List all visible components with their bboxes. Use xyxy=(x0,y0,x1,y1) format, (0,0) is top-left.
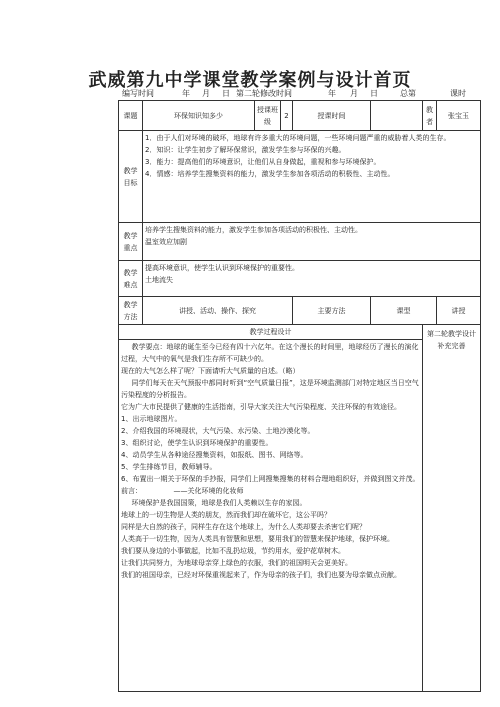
side-supplement-column xyxy=(423,325,481,692)
process-head: 教学过程设计 xyxy=(119,325,423,340)
class-label: 授课班级 xyxy=(255,101,281,131)
process-step: 5、学生排练节目，教师辅导。 xyxy=(121,463,217,471)
process-line: 现在的大气怎么样了呢？下面请听大气质量的自述。（略） xyxy=(121,367,300,375)
essay-title: 前言： ——关化环境的化妆师 xyxy=(121,487,244,495)
teacher-label: 教者 xyxy=(423,101,437,131)
topic-value: 环保知识知多少 xyxy=(143,101,255,131)
lesson-type-label: 课型 xyxy=(371,297,437,325)
goal-line: 4．情感：培养学生搜集资料的能力，激发学生参加各项活动的积极性、主动性。 xyxy=(145,170,395,178)
process-step: 4、动员学生从各种途径搜集资料，如报纸、图书、网络等。 xyxy=(121,451,308,459)
goal-line: 3．能力：提高他们的环境意识，让他们从自身做起，重视和参与环境保护。 xyxy=(145,158,381,166)
key-content xyxy=(143,223,481,261)
process-line: 它为广大市民提供了健康的生活指南，引导大家关注大气污染程度、关注环保的有效途径。 xyxy=(121,403,401,411)
essay-line: 我们的祖国母亲，已经对环保重视起来了，作为母亲的孩子们，我们也要为母亲做点贡献。 xyxy=(121,571,401,579)
topic-label: 课题 xyxy=(119,101,143,131)
month-label-2: 月 xyxy=(350,89,358,98)
page-title: 武威第九中学课堂教学案例与设计首页 xyxy=(88,70,412,91)
essay-line: 地球上的一切生物是人类的朋友，然而我们却在破坏它，这公平吗？ xyxy=(121,511,331,519)
goals-label: 教学目标 xyxy=(119,131,143,223)
difficulty-line: 提高环境意识，使学生认识到环境保护的重要性。 xyxy=(145,264,299,272)
main-method-label: 主要方法 xyxy=(293,297,371,325)
difficulty-content xyxy=(143,261,481,297)
year-label-1: 年 xyxy=(182,89,190,98)
essay-line: 环境保护是我国国策，地球是我们人类赖以生存的家园。 xyxy=(131,499,307,507)
teacher-value: 张宝玉 xyxy=(437,101,481,131)
goals-content xyxy=(143,131,481,223)
essay-line: 人类高于一切生物，因为人类具有智慧和思想，要用我们的智慧来保护地球，保护环境。 xyxy=(121,535,394,543)
day-label-1: 日 xyxy=(222,89,230,98)
method-label: 教学方法 xyxy=(119,297,143,325)
process-step: 1、出示地球图片。 xyxy=(121,415,182,423)
key-label: 教学重点 xyxy=(119,223,143,261)
lesson-plan-table xyxy=(118,100,481,692)
time-label: 授课时间 xyxy=(293,101,371,131)
process-head-row xyxy=(119,325,481,340)
essay-line: 同样是大自然的孩子，同样生存在这个地球上，为什么人类却要去杀害它们呢？ xyxy=(121,523,366,531)
class-value: 2 xyxy=(281,101,293,131)
key-row xyxy=(119,223,481,261)
method-row xyxy=(119,297,481,325)
key-line: 温室效应加剧 xyxy=(145,238,187,246)
time-value xyxy=(371,101,423,131)
key-line: 培养学生搜集资料的能力，激发学生参加各项活动的积极性、主动性。 xyxy=(145,226,362,234)
process-line: 同学们每天在天气预报中都同时听到“空气质量日报”，这是环境监测部门对特定地区当日空气污染程度的分析报告。 xyxy=(121,379,419,399)
year-label-2: 年 xyxy=(328,89,336,98)
process-step: 6、布置出一期关于环保的手抄报，同学们上网搜集搜集的材料合理地组织好，并做到图文并茂。 xyxy=(121,475,420,483)
process-step: 3、组织讨论，使学生认识到环境保护的重要性。 xyxy=(121,439,273,447)
process-content xyxy=(119,340,423,692)
goal-line: 1．由于人们对环境的破坏，地球有许多重大的环境问题，一些环境问题严重的威胁着人类的生存。 xyxy=(145,134,451,142)
difficulty-line: 土地流失 xyxy=(145,276,173,284)
second-round-label: 第二轮修改时间 xyxy=(236,89,292,98)
difficulty-label: 教学难点 xyxy=(119,261,143,297)
lesson-label: 课时 xyxy=(450,89,466,98)
process-step: 2、介绍我国的环境现状，大气污染、水污染、土地沙漠化等。 xyxy=(121,427,315,435)
difficulty-row xyxy=(119,261,481,297)
compile-time-label: 编写时间 xyxy=(122,89,154,98)
total-label: 总第 xyxy=(400,89,416,98)
goals-row xyxy=(119,131,481,223)
method-value: 讲授、活动、操作、探究 xyxy=(143,297,293,325)
essay-line: 让我们共同努力，为地球母亲穿上绿色的衣服，我们的祖国明天会更美好。 xyxy=(121,559,352,567)
day-label-2: 日 xyxy=(370,89,378,98)
month-label-1: 月 xyxy=(202,89,210,98)
side-supplement-head: 第二轮教学设计补充完善 xyxy=(427,330,476,350)
lesson-type-value: 讲授 xyxy=(437,297,481,325)
process-line: 教学要点：地球的诞生至今已经有四十六亿年。在这个漫长的时间里，地球经历了漫长的演化过程，大气中的氧气是我们生存所不可缺少的。 xyxy=(121,343,419,363)
essay-line: 我们要从身边的小事做起，比如不乱扔垃圾，节约用水，爱护花草树木。 xyxy=(121,547,345,555)
goal-line: 2．知识：让学生初步了解环保常识，激发学生参与环保的兴趣。 xyxy=(145,146,346,154)
header-row xyxy=(119,101,481,131)
